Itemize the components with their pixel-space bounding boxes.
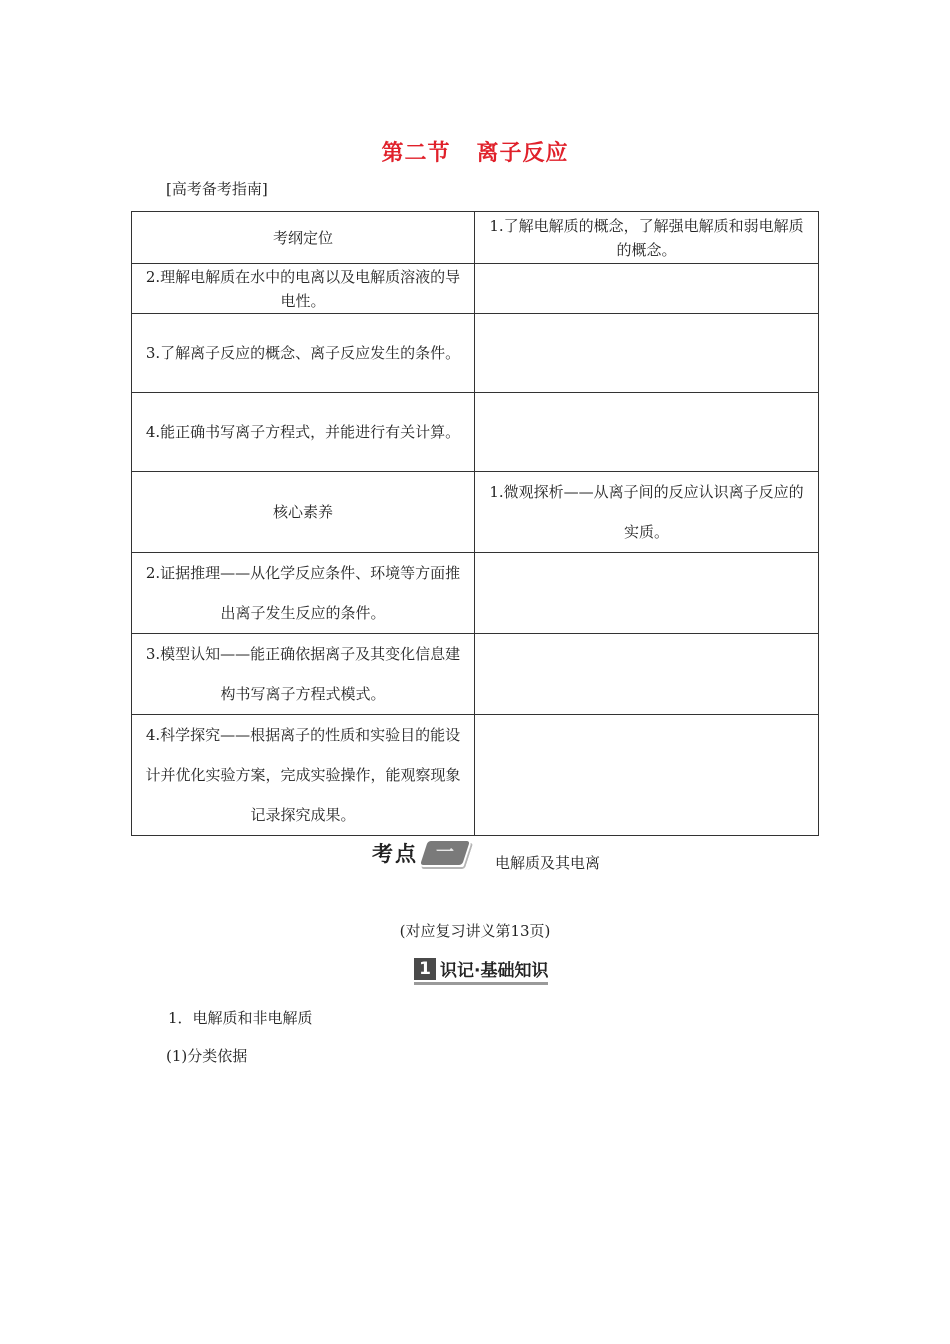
table-cell: 1.了解电解质的概念，了解强电解质和弱电解质的概念。: [475, 212, 819, 264]
title-section: 第二节: [381, 141, 451, 166]
table-cell: 考纲定位: [132, 212, 475, 264]
table-cell: 4.能正确书写离子方程式，并能进行有关计算。: [132, 393, 475, 472]
page-title: [0, 136, 950, 167]
table-cell: [475, 553, 819, 634]
reference-note: (对应复习讲义第13页): [399, 922, 551, 940]
kaodian-word: 考点: [372, 842, 418, 866]
table-cell: [475, 393, 819, 472]
section-heading: [414, 956, 548, 985]
table-cell: 1.微观探析——从离子间的反应认识离子反应的实质。: [475, 472, 819, 553]
table-row: [132, 264, 819, 314]
table-row: [132, 634, 819, 715]
kaodian-badge-number: 一: [436, 842, 454, 863]
table-row: [132, 314, 819, 393]
list-item: 1．电解质和非电解质: [168, 1009, 313, 1027]
table-row: [132, 715, 819, 836]
title-topic: 离子反应: [476, 141, 569, 166]
table-cell: [475, 634, 819, 715]
kaodian-heading: [372, 838, 466, 868]
table-cell: [475, 715, 819, 836]
table-row: [132, 212, 819, 264]
table-cell: 核心素养: [132, 472, 475, 553]
table-cell: 3.模型认知——能正确依据离子及其变化信息建构书写离子方程式模式。: [132, 634, 475, 715]
section-number-badge: 1: [414, 958, 436, 980]
table-cell: 3.了解离子反应的概念、离子反应发生的条件。: [132, 314, 475, 393]
table-cell: [475, 264, 819, 314]
table-row: [132, 393, 819, 472]
table-row: [132, 553, 819, 634]
table-cell: 4.科学探究——根据离子的性质和实验目的能设计并优化实验方案，完成实验操作，能观察现象记录探究成果。: [132, 715, 475, 836]
kaodian-topic: 电解质及其电离: [495, 854, 601, 872]
table-cell: [475, 314, 819, 393]
table-cell: 2.证据推理——从化学反应条件、环境等方面推出离子发生反应的条件。: [132, 553, 475, 634]
list-item: (1)分类依据: [166, 1047, 248, 1065]
kaodian-badge: [420, 841, 470, 865]
table-row: [132, 472, 819, 553]
section-heading-text: 识记·基础知识: [440, 961, 549, 981]
guide-table: [131, 211, 819, 836]
guide-label: [高考备考指南]: [166, 180, 268, 198]
table-cell: 2.理解电解质在水中的电离以及电解质溶液的导电性。: [132, 264, 475, 314]
